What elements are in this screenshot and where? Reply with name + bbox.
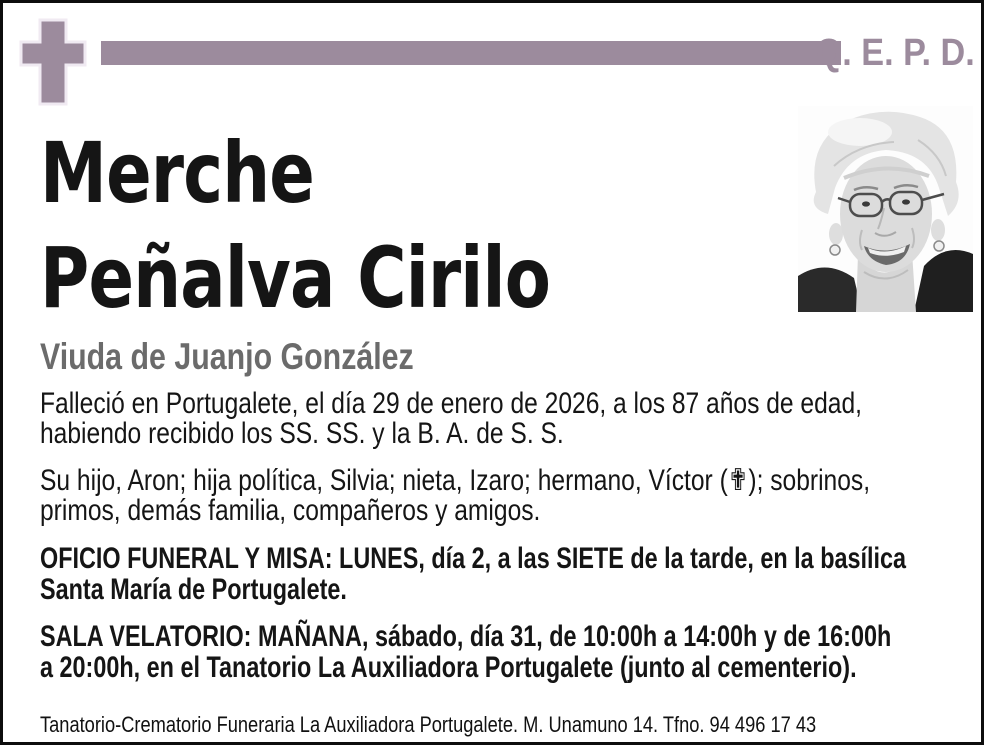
death-announcement-line1: Falleció en Portugalete, el día 29 de enero de 2026, a los 87 años de edad,	[40, 387, 862, 420]
death-announcement-line2: habiendo recibido los SS. SS. y la B. A. de S. S.	[40, 417, 564, 450]
family-paragraph	[40, 466, 870, 526]
funeral-mass-line2: Santa María de Portugalete.	[40, 573, 347, 606]
wake-room-line1: SALA VELATORIO: MAÑANA, sábado, día 31, de 10:00h a 14:00h y de 16:00h	[40, 620, 892, 653]
funeral-mass-paragraph	[40, 543, 906, 605]
deceased-name	[40, 121, 550, 331]
deceased-name-line1: Merche	[40, 124, 315, 222]
qepd-label: Q. E. P. D.	[815, 32, 975, 74]
relation-line: Viuda de Juanjo González	[40, 336, 414, 377]
family-line1: Su hijo, Aron; hija política, Silvia; nieta, Izaro; hermano, Víctor (✟); sobrinos,	[40, 464, 871, 497]
latin-cross-icon	[18, 17, 88, 109]
funeral-mass-line1: OFICIO FUNERAL Y MISA: LUNES, día 2, a las SIETE de la tarde, en la basílica	[40, 542, 907, 575]
wake-room-line2: a 20:00h, en el Tanatorio La Auxiliadora Portugalete (junto al cementerio).	[40, 651, 857, 684]
header-accent-bar	[101, 41, 841, 65]
deceased-name-line2: Peñalva Cirilo	[40, 229, 551, 327]
family-line2: primos, demás familia, compañeros y amigos.	[40, 494, 541, 527]
wake-room-paragraph	[40, 621, 891, 683]
funeral-home-footer: Tanatorio-Crematorio Funeraria La Auxiliadora Portugalete. M. Unamuno 14. Tfno. 94 496 17 43	[40, 712, 817, 737]
deceased-portrait-photo	[798, 106, 973, 312]
death-announcement-paragraph	[40, 389, 862, 449]
